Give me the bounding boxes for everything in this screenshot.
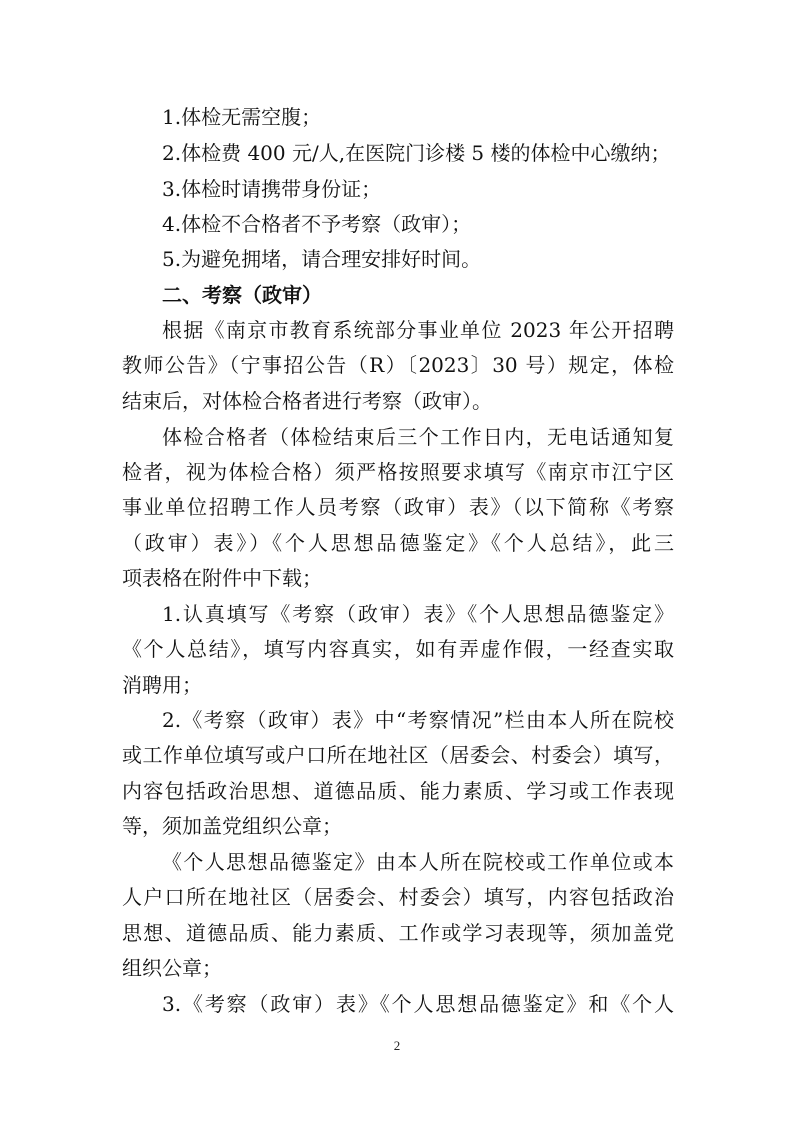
section-heading: 二、考察（政审） xyxy=(162,283,322,307)
paragraph-line: 消聘用； xyxy=(122,673,202,697)
list-item-2: 2.体检费 400 元/人,在医院门诊楼 5 楼的体检中心缴纳； xyxy=(162,141,671,165)
page-number: 2 xyxy=(393,1038,401,1053)
paragraph-line: 3.《考察（政审）表》《个人思想品德鉴定》和《个人 xyxy=(162,992,674,1016)
paragraph-line: 2.《考察（政审）表》中“考察情况”栏由本人所在院校 xyxy=(162,708,674,732)
paragraph-line: 项表格在附件中下载； xyxy=(122,566,322,590)
paragraph-line: 思想、道德品质、能力素质、工作或学习表现等，须加盖党 xyxy=(122,921,674,945)
paragraph-line: 体检合格者（体检结束后三个工作日内，无电话通知复 xyxy=(162,425,674,449)
list-item-4: 4.体检不合格者不予考察（政审）； xyxy=(162,212,472,236)
paragraph-line: 人户口所在地社区（居委会、村委会）填写，内容包括政治 xyxy=(122,885,674,909)
list-item-1: 1.体检无需空腹； xyxy=(162,105,322,129)
paragraph-line: 结束后，对体检合格者进行考察（政审）。 xyxy=(122,389,492,413)
list-item-5: 5.为避免拥堵，请合理安排好时间。 xyxy=(162,247,482,271)
paragraph-line: 《个人思想品德鉴定》由本人所在院校或工作单位或本 xyxy=(162,850,674,874)
paragraph-line: 教师公告》（宁事招公告（R）〔2023〕30 号）规定，体检 xyxy=(122,353,674,377)
paragraph-line: 1.认真填写《考察（政审）表》《个人思想品德鉴定》 xyxy=(162,602,674,626)
list-item-3: 3.体检时请携带身份证； xyxy=(162,177,382,201)
paragraph-line: 或工作单位填写或户口所在地社区（居委会、村委会）填写， xyxy=(122,743,674,767)
paragraph-line: 事业单位招聘工作人员考察（政审）表》（以下简称《考察 xyxy=(122,495,674,519)
paragraph-line: 等，须加盖党组织公章； xyxy=(122,814,342,838)
paragraph-line: 《个人总结》，填写内容真实，如有弄虚作假，一经查实取 xyxy=(122,637,674,661)
paragraph-line: （政审）表》）《个人思想品德鉴定》《个人总结》，此三 xyxy=(122,531,674,555)
paragraph-line: 根据《南京市教育系统部分事业单位 2023 年公开招聘 xyxy=(162,318,674,342)
paragraph-line: 组织公章； xyxy=(122,956,222,980)
paragraph-line: 检者，视为体检合格）须严格按照要求填写《南京市江宁区 xyxy=(122,460,674,484)
paragraph-line: 内容包括政治思想、道德品质、能力素质、学习或工作表现 xyxy=(122,779,674,803)
